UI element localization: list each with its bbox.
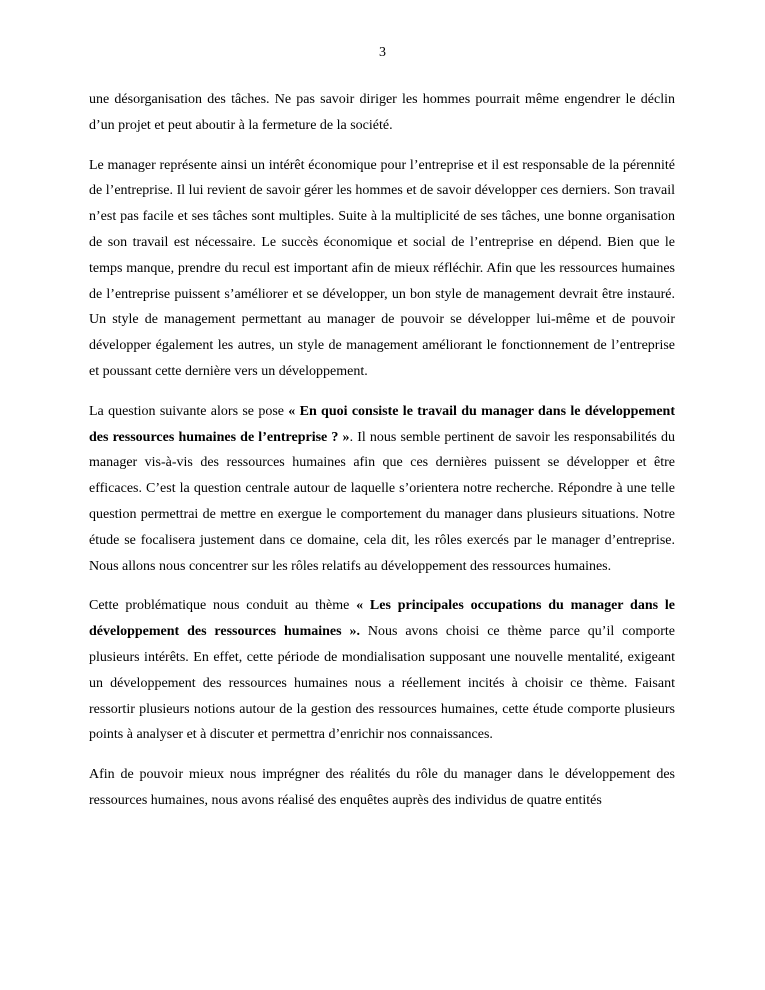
paragraph-text: La question suivante alors se pose	[89, 403, 289, 419]
theme-emphasis: « Les principales occupations du manager dans le développement des ressources humaines ».	[89, 598, 675, 640]
page-number: 3	[379, 45, 386, 60]
paragraph-text: Cette problématique nous conduit au thème	[89, 598, 357, 614]
research-question-emphasis: « En quoi consiste le travail du manager dans le développement des ressources humaines de l’entreprise ? »	[89, 403, 675, 445]
paragraph-4	[89, 593, 675, 748]
paragraph-text: Le manager représente ainsi un intérêt économique pour l’entreprise et il est responsable de la pérennité de l’entreprise. Il lui revient de savoir gérer les hommes et de savoir développer ces derniers. Son travail n’est pas facile et ses tâches sont multiples. Suite à la multiplicité de ses tâches, une bonne organisation de son travail est nécessaire. Le succès économique et social de l’entreprise en dépend. Bien que le temps manque, prendre du recul est important afin de mieux réfléchir. Afin que les ressources humaines de l’entreprise puissent s’améliorer et se développer, un bon style de management devrait être instauré. Un style de management permettant au manager de pouvoir se développer lui-même et de pouvoir développer également les autres, un style de management améliorant le fonctionnement de l’entreprise et poussant cette dernière vers un développement.	[89, 157, 675, 379]
paragraph-2	[89, 153, 675, 385]
paragraph-3	[89, 399, 675, 580]
document-body	[89, 87, 675, 814]
paragraph-5	[89, 762, 675, 814]
paragraph-text: . Il nous semble pertinent de savoir les responsabilités du manager vis-à-vis des ressources humaines afin que ces dernières puissent se développer et être efficaces. C’est la question centrale autour de laquelle s’orientera notre recherche. Répondre à une telle question permettrai de mettre en exergue le comportement du manager dans plusieurs situations. Notre étude se focalisera justement dans ce domaine, cela dit, les rôles exercés par le manager d’entreprise. Nous allons nous concentrer sur les rôles relatifs au développement des ressources humaines.	[89, 429, 676, 574]
paragraph-text: une désorganisation des tâches. Ne pas savoir diriger les hommes pourrait même engendrer le déclin d’un projet et peut aboutir à la fermeture de la société.	[89, 92, 675, 133]
paragraph-text: Afin de pouvoir mieux nous imprégner des réalités du rôle du manager dans le développement des ressources humaines, nous avons réalisé des enquêtes auprès des individus de quatre entités	[89, 767, 675, 808]
paragraph-1	[89, 87, 675, 139]
paragraph-text: Nous avons choisi ce thème parce qu’il comporte plusieurs intérêts. En effet, cette période de mondialisation supposant une nouvelle mentalité, exigeant un développement des ressources humaines nous a réellement incités à choisir ce thème. Faisant ressortir plusieurs notions autour de la gestion des ressources humaines, cette étude comporte plusieurs points à analyser et à discuter et permettra d’enrichir nos connaissances.	[89, 624, 675, 743]
